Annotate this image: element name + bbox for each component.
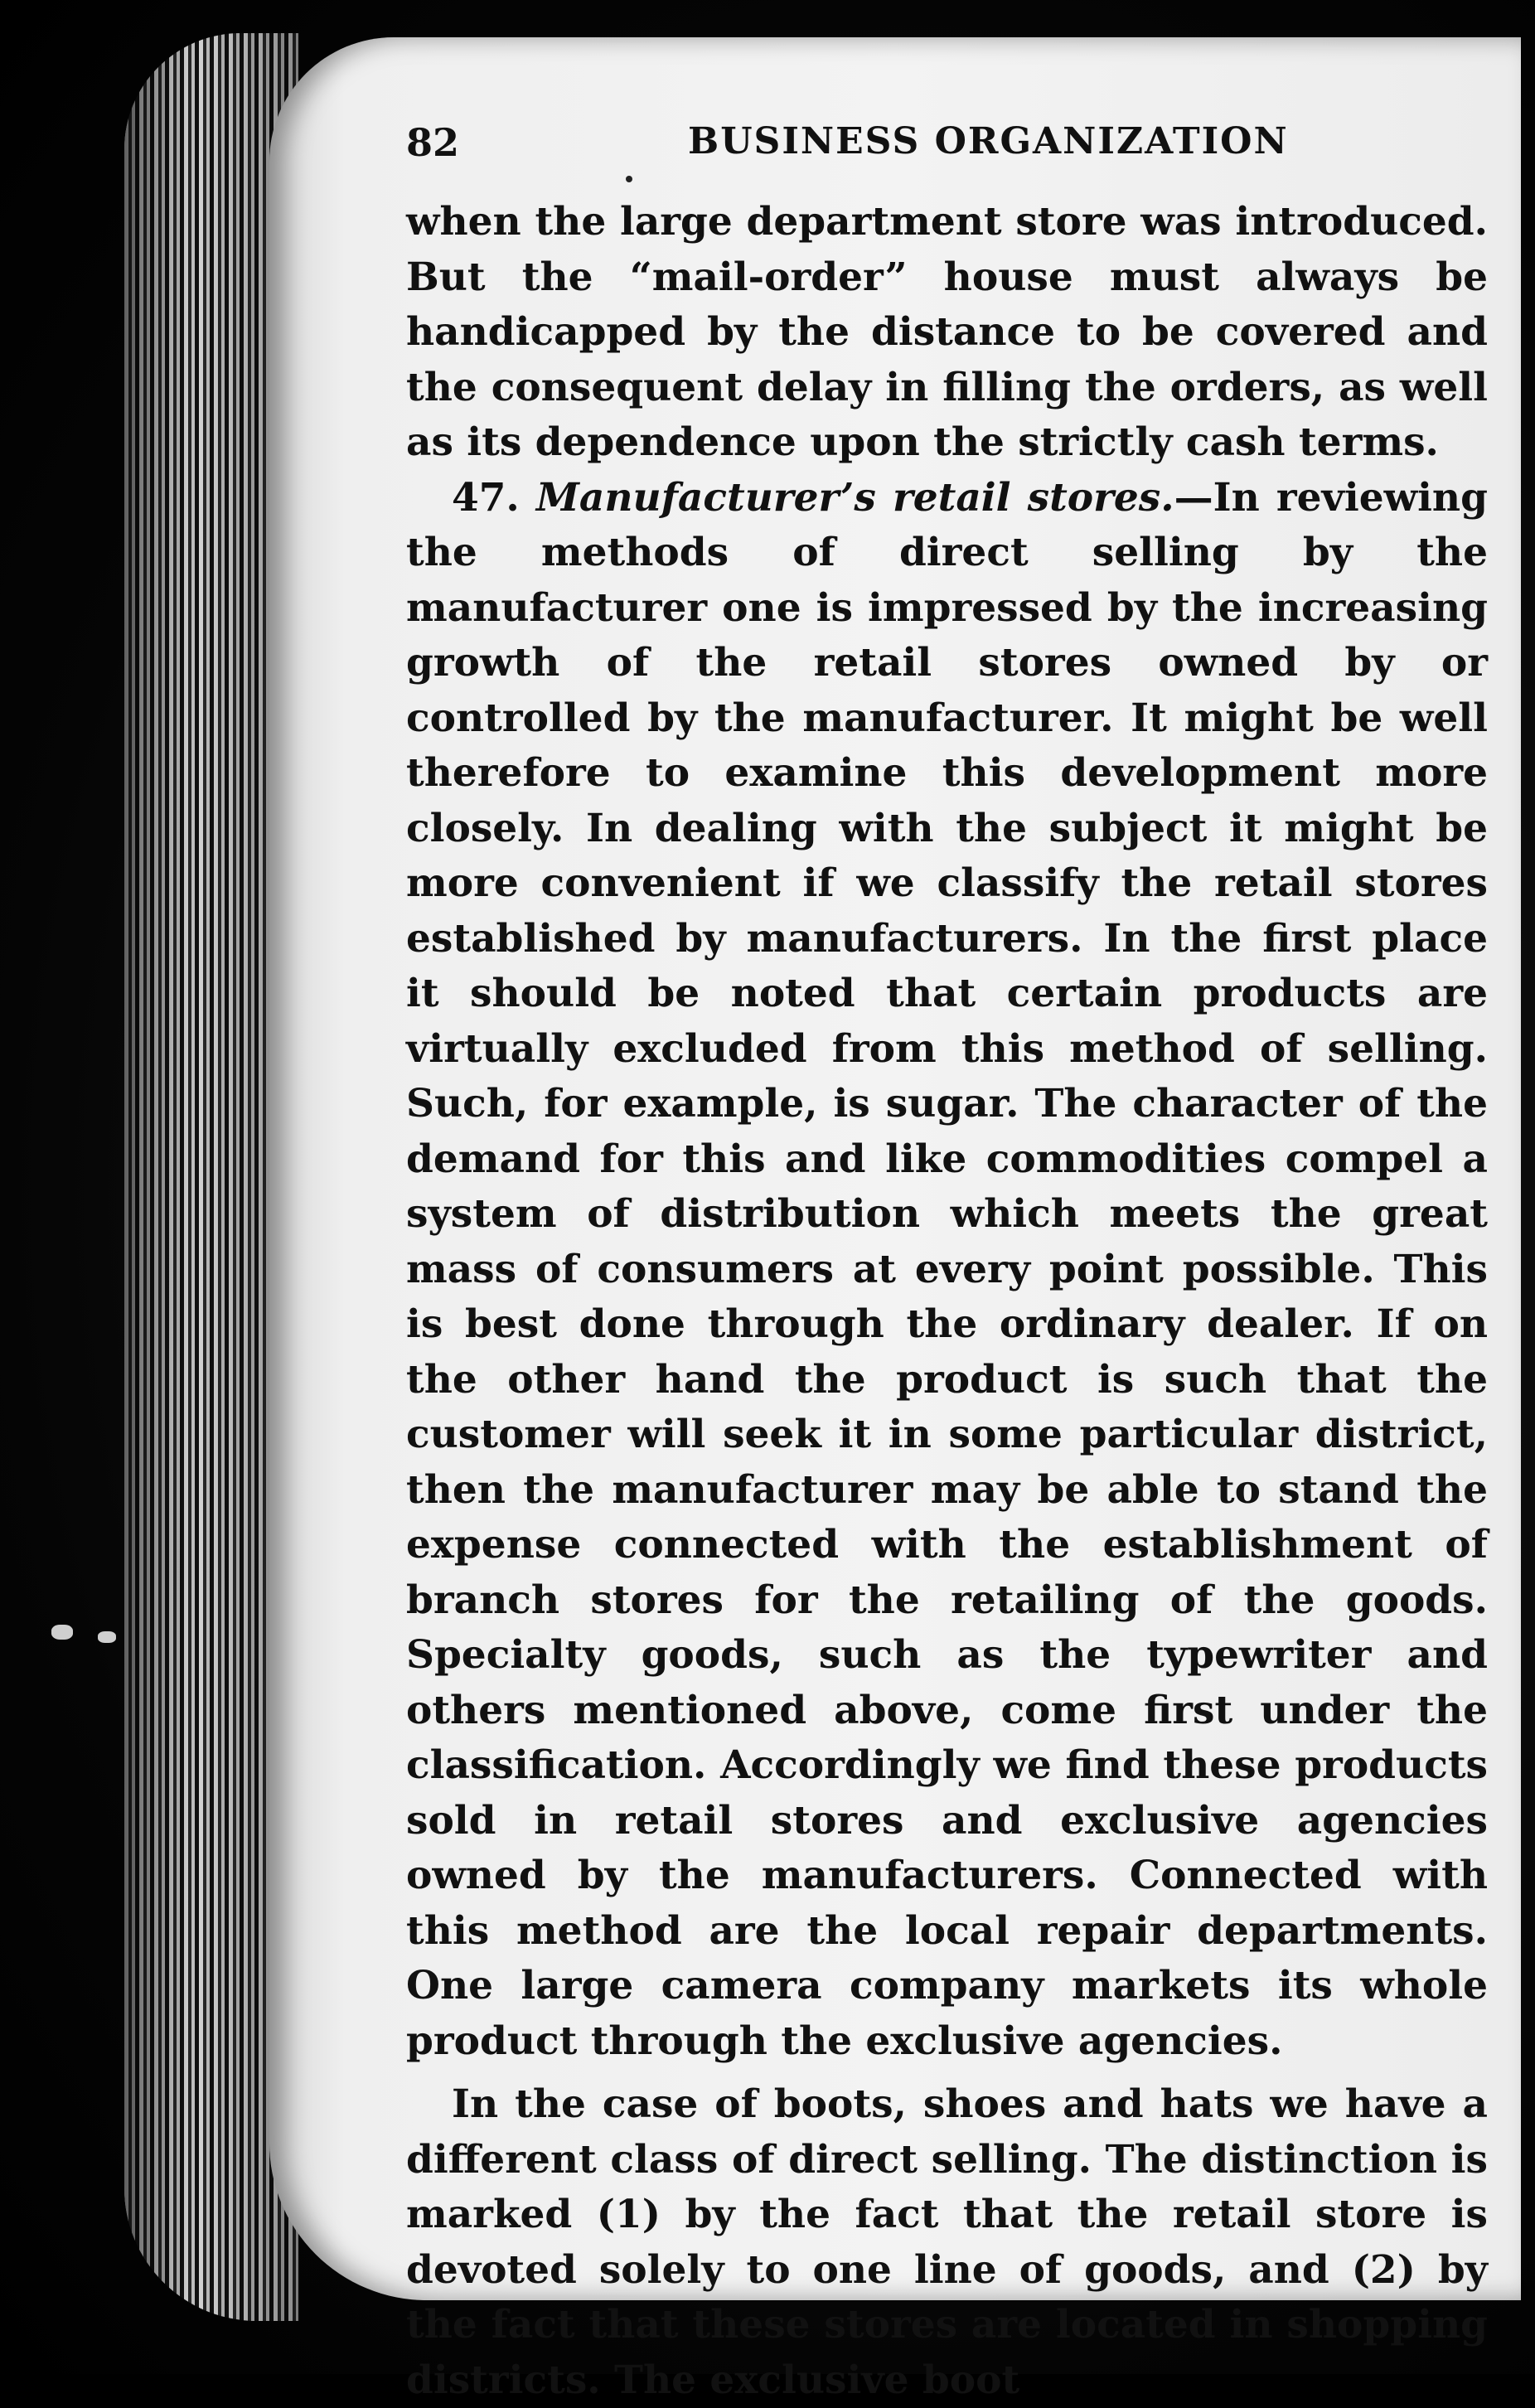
- paragraph-2-text: —In reviewing the methods of direct selling by the manufacturer one is impressed by the increasing growth of the retail stores owned by or controlled by the manufacturer. It might be well therefore to examine this development more closely. In dealing with the subject it might be more convenient if we classify the retail stores established by manufacturers. In the first place it should be noted that certain products are virtually excluded from this method of selling. Such, for example, is sugar. The character of the demand for this and like commodities compel a system of distribution which meets the great mass of consumers at every point possible. This is best done through the ordinary dealer. If on the other hand the product is such that the customer will seek it in some particular district, then the manufacturer may be able to stand the expense connected with the establishment of branch stores for the retailing of the goods. Specialty goods, such as the typewriter and others mentioned above, come first under the classification. Accordingly we find these products sold in retail stores and exclusive agencies owned by the manufacturers. Connected with this method are the local repair departments. One large camera company markets its whole product through the exclusive agencies.: [406, 474, 1488, 2064]
- page-header: [406, 120, 1475, 178]
- section-number: 47.: [452, 474, 520, 521]
- section-title: Manufacturer’s retail stores.: [535, 474, 1174, 521]
- paragraph-3: In the case of boots, shoes and hats we have a different class of direct selling. The distinction is marked (1) by the fact that the retail store is devoted solely to one line of goods, and (2) by the fact that these stores are located in shopping districts. The exclusive boot: [406, 2081, 1488, 2403]
- header-dot: [626, 176, 632, 182]
- paragraph-1: when the large department store was introduced. But the “mail-order” house must always be handicapped by the distance to be covered and the consequent delay in filling the orders, as well as its dependence upon the strictly cash terms.: [406, 199, 1488, 465]
- margin-speck: [51, 1625, 73, 1640]
- running-head: BUSINESS ORGANIZATION: [688, 120, 1289, 162]
- page-number: 82: [406, 120, 460, 165]
- page-text: [406, 195, 1488, 2408]
- paragraph-2: [406, 471, 1488, 2070]
- margin-speck: [98, 1631, 116, 1643]
